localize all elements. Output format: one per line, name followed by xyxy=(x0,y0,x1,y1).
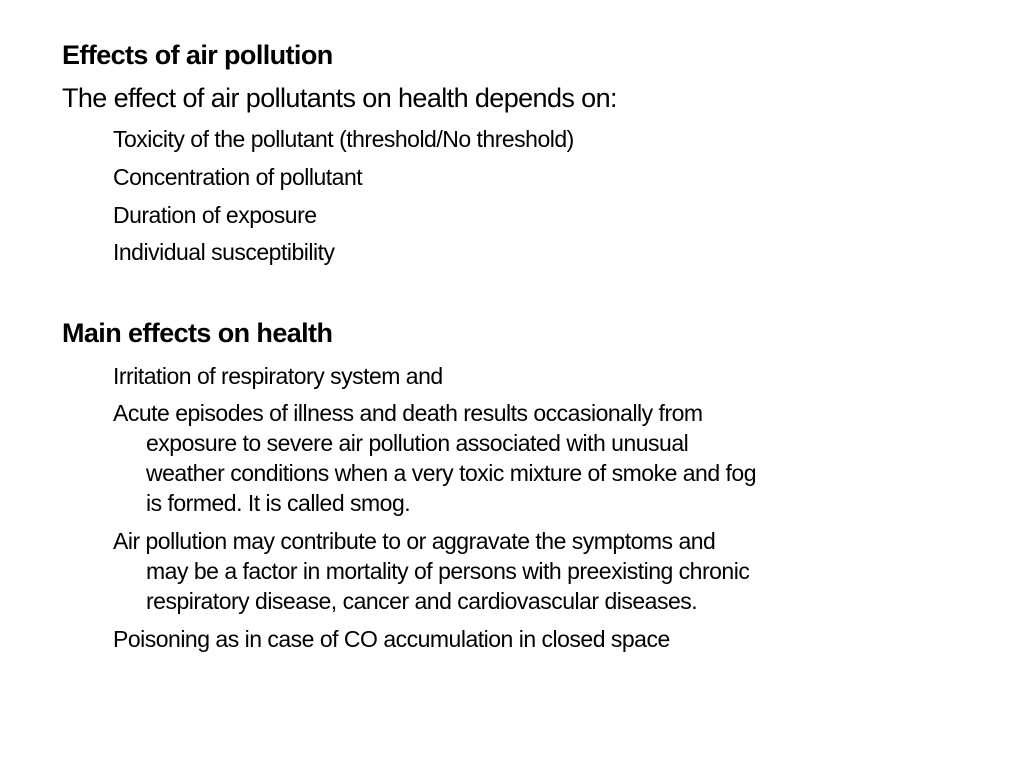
factor-duration: Duration of exposure xyxy=(113,202,317,228)
intro-text: The effect of air pollutants on health depends on: xyxy=(62,83,617,113)
effect-acute-line-2: exposure to severe air pollution associated with unusual xyxy=(146,430,689,456)
factor-susceptibility: Individual susceptibility xyxy=(113,239,335,265)
factor-toxicity: Toxicity of the pollutant (threshold/No threshold) xyxy=(113,126,574,152)
effect-aggravate-line-3: respiratory disease, cancer and cardiovascular diseases. xyxy=(146,588,698,614)
effect-aggravate-line-2: may be a factor in mortality of persons with preexisting chronic xyxy=(146,558,750,584)
effect-acute-line-4: is formed. It is called smog. xyxy=(146,490,411,516)
effect-aggravate-line-1: Air pollution may contribute to or aggravate the symptoms and xyxy=(113,528,716,554)
effect-acute-line-3: weather conditions when a very toxic mixture of smoke and fog xyxy=(146,460,756,486)
effect-poisoning: Poisoning as in case of CO accumulation in closed space xyxy=(113,626,670,652)
effect-acute-line-1: Acute episodes of illness and death results occasionally from xyxy=(113,400,703,426)
section-heading-effects: Effects of air pollution xyxy=(62,40,333,70)
effect-irritation: Irritation of respiratory system and xyxy=(113,363,443,389)
section-heading-main-effects: Main effects on health xyxy=(62,318,333,348)
factor-concentration: Concentration of pollutant xyxy=(113,164,363,190)
